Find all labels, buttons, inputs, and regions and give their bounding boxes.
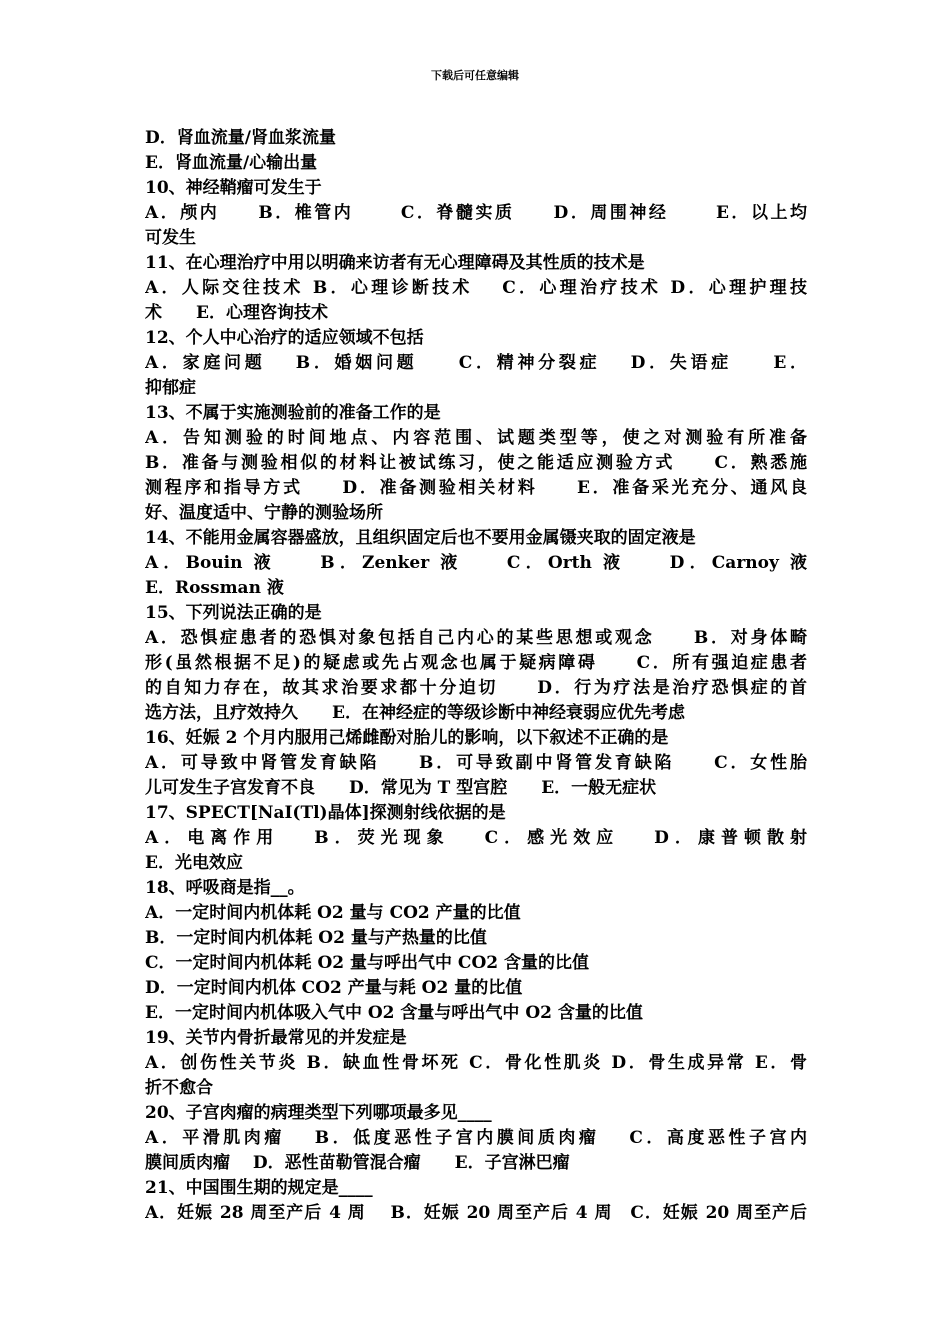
text-line: A．一定时间内机体耗 O2 量与 CO2 产量的比值	[145, 903, 521, 923]
text-line: 11、在心理治疗中用以明确来访者有无心理障碍及其性质的技术是	[145, 253, 645, 273]
text-line: 12、个人中心治疗的适应领域不包括	[145, 328, 424, 348]
text-line: E．一定时间内机体吸入气中 O2 含量与呼出气中 O2 含量的比值	[145, 1003, 643, 1023]
text-line: D．肾血流量/肾血浆流量	[145, 128, 336, 148]
text-line: A．人际交往技术 B．心理诊断技术 C．心理治疗技术 D．心理护理技	[145, 278, 807, 298]
text-line: 19、关节内骨折最常见的并发症是	[145, 1028, 407, 1048]
text-line: 的自知力存在，故其求治要求都十分迫切 D．行为疗法是治疗恐惧症的首	[145, 678, 807, 698]
text-line: 测程序和指导方式 D．准备测验相关材料 E．准备采光充分、通风良	[145, 478, 807, 498]
document-body	[145, 126, 807, 1226]
text-line: A．平滑肌肉瘤 B．低度恶性子宫内膜间质肉瘤 C．高度恶性子宫内	[145, 1128, 807, 1148]
text-line: 10、神经鞘瘤可发生于	[145, 178, 322, 198]
text-line: 13、不属于实施测验前的准备工作的是	[145, 403, 441, 423]
text-line: 17、SPECT[NaI(Tl)晶体]探测射线依据的是	[145, 803, 506, 823]
text-line: A．创伤性关节炎 B．缺血性骨坏死 C．骨化性肌炎 D．骨生成异常 E．骨	[145, 1053, 807, 1073]
text-line: A．恐惧症患者的恐惧对象包括自己内心的某些思想或观念 B．对身体畸	[145, 628, 807, 648]
text-line: 好、温度适中、宁静的测验场所	[145, 503, 383, 523]
text-line: C．一定时间内机体耗 O2 量与呼出气中 CO2 含量的比值	[145, 953, 590, 973]
text-line: 选方法，且疗效持久 E．在神经症的等级诊断中神经衰弱应优先考虑	[145, 703, 685, 723]
text-line: A．告知测验的时间地点、内容范围、试题类型等，使之对测验有所准备	[145, 428, 807, 448]
text-line: 形(虽然根据不足)的疑虑或先占观念也属于疑病障碍 C．所有强迫症患者	[145, 653, 807, 673]
text-line: 15、下列说法正确的是	[145, 603, 322, 623]
text-line: E．光电效应	[145, 853, 243, 873]
page-header: 下载后可任意编辑	[431, 69, 519, 82]
text-line: A．Bouin 液 B．Zenker 液 C．Orth 液 D．Carnoy 液	[145, 553, 807, 573]
text-line: 18、呼吸商是指__。	[145, 878, 305, 898]
text-line: A．可导致中肾管发育缺陷 B．可导致副中肾管发育缺陷 C．女性胎	[145, 753, 807, 773]
text-line: 可发生	[145, 228, 196, 248]
text-line: E．肾血流量/心输出量	[145, 153, 318, 173]
text-line: B．准备与测验相似的材料让被试练习，使之能适应测验方式 C．熟悉施	[145, 453, 807, 473]
text-line: 16、妊娠 2 个月内服用己烯雌酚对胎儿的影响，以下叙述不正确的是	[145, 728, 669, 748]
text-line: 儿可发生子宫发育不良 D．常见为 T 型宫腔 E．一般无症状	[145, 778, 657, 798]
text-line: E．Rossman 液	[145, 578, 284, 598]
text-line: 抑郁症	[145, 378, 196, 398]
text-line: 14、不能用金属容器盛放，且组织固定后也不要用金属镊夹取的固定液是	[145, 528, 696, 548]
text-line: 20、子宫肉瘤的病理类型下列哪项最多见____	[145, 1103, 492, 1123]
text-line: A．电离作用 B．荧光现象 C．感光效应 D．康普顿散射	[145, 828, 807, 848]
text-line: D．一定时间内机体 CO2 产量与耗 O2 量的比值	[145, 978, 523, 998]
text-line: A．妊娠 28 周至产后 4 周 B．妊娠 20 周至产后 4 周 C．妊娠 20 周至产后	[145, 1203, 807, 1223]
text-line: 膜间质肉瘤 D．恶性苗勒管混合瘤 E．子宫淋巴瘤	[145, 1153, 570, 1173]
text-line: A．颅内 B．椎管内 C．脊髓实质 D．周围神经 E．以上均	[145, 203, 807, 223]
text-line: B．一定时间内机体耗 O2 量与产热量的比值	[145, 928, 487, 948]
text-line: A．家庭问题 B．婚姻问题 C．精神分裂症 D．失语症 E．	[145, 353, 807, 373]
text-line: 折不愈合	[145, 1078, 213, 1098]
text-line: 术 E．心理咨询技术	[145, 303, 328, 323]
text-line: 21、中国围生期的规定是____	[145, 1178, 373, 1198]
